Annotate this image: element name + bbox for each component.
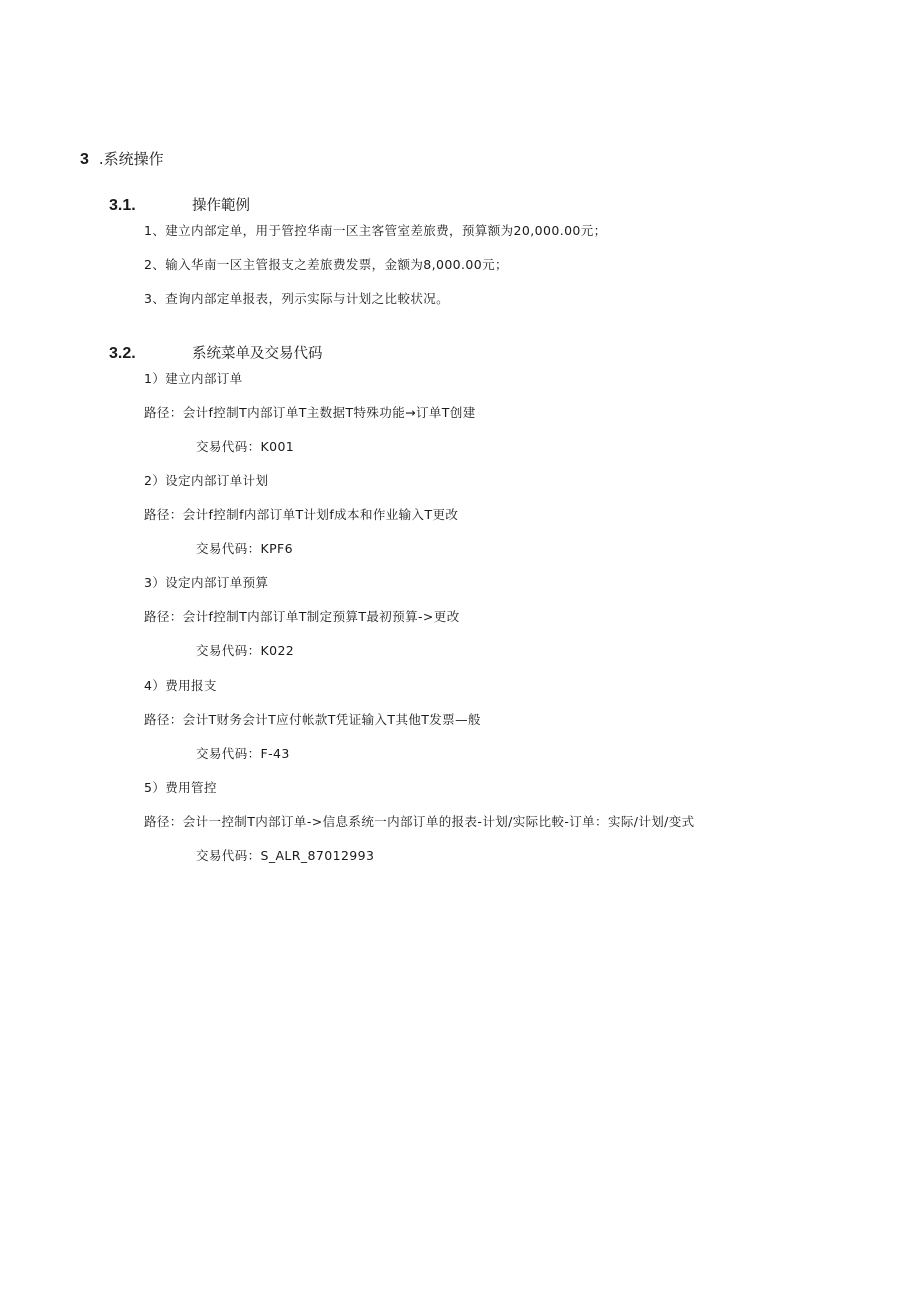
subsection-title: 操作範例 xyxy=(192,198,250,214)
entry-heading: 4）费用报支 xyxy=(144,678,217,693)
subsection-title: 系统菜单及交易代码 xyxy=(192,346,323,362)
entry-heading: 1）建立内部订单 xyxy=(144,371,243,386)
entry-path: 路径：会计一控制T内部订单->信息系统一内部订单的报表-计划/实际比較-订单：实际/计划/变式 xyxy=(144,814,695,829)
transaction-code: 交易代码：K001 xyxy=(196,439,295,454)
list-item: 3、查询内部定单报表，列示实际与计划之比較状况。 xyxy=(144,291,450,306)
entry-path: 路径：会计T财务会计T应付帐款T凭证输入T其他T发票—般 xyxy=(144,712,481,727)
entry-path: 路径：会计f控制T内部订单T制定预算T最初预算->更改 xyxy=(144,609,460,624)
subsection-heading-3-2 xyxy=(109,346,323,362)
subsection-number: 3.2. xyxy=(109,345,136,362)
transaction-code: 交易代码：F-43 xyxy=(196,746,290,761)
subsection-number: 3.1. xyxy=(109,197,136,214)
entry-path: 路径：会计f控制f内部订单T计划f成本和作业输入T更改 xyxy=(144,507,459,522)
entry-path: 路径：会计f控制T内部订单T主数据T特殊功能→订单T创建 xyxy=(144,405,476,420)
section-title: .系统操作 xyxy=(98,150,164,168)
entry-heading: 2）设定内部订单计划 xyxy=(144,473,269,488)
transaction-code: 交易代码：S_ALR_87012993 xyxy=(196,848,375,863)
list-item: 1、建立内部定单，用于管控华南一区主客管室差旅费，预算额为20,000.00元； xyxy=(144,223,607,238)
list-item: 2、输入华南一区主管报支之差旅费发票，金额为8,000.00元； xyxy=(144,257,508,272)
section-heading xyxy=(80,152,164,168)
section-number: 3 xyxy=(80,151,89,168)
subsection-heading-3-1 xyxy=(109,198,250,214)
entry-heading: 5）费用管控 xyxy=(144,780,217,795)
transaction-code: 交易代码：KPF6 xyxy=(196,541,293,556)
transaction-code: 交易代码：K022 xyxy=(196,643,295,658)
entry-heading: 3）设定内部订单预算 xyxy=(144,575,269,590)
